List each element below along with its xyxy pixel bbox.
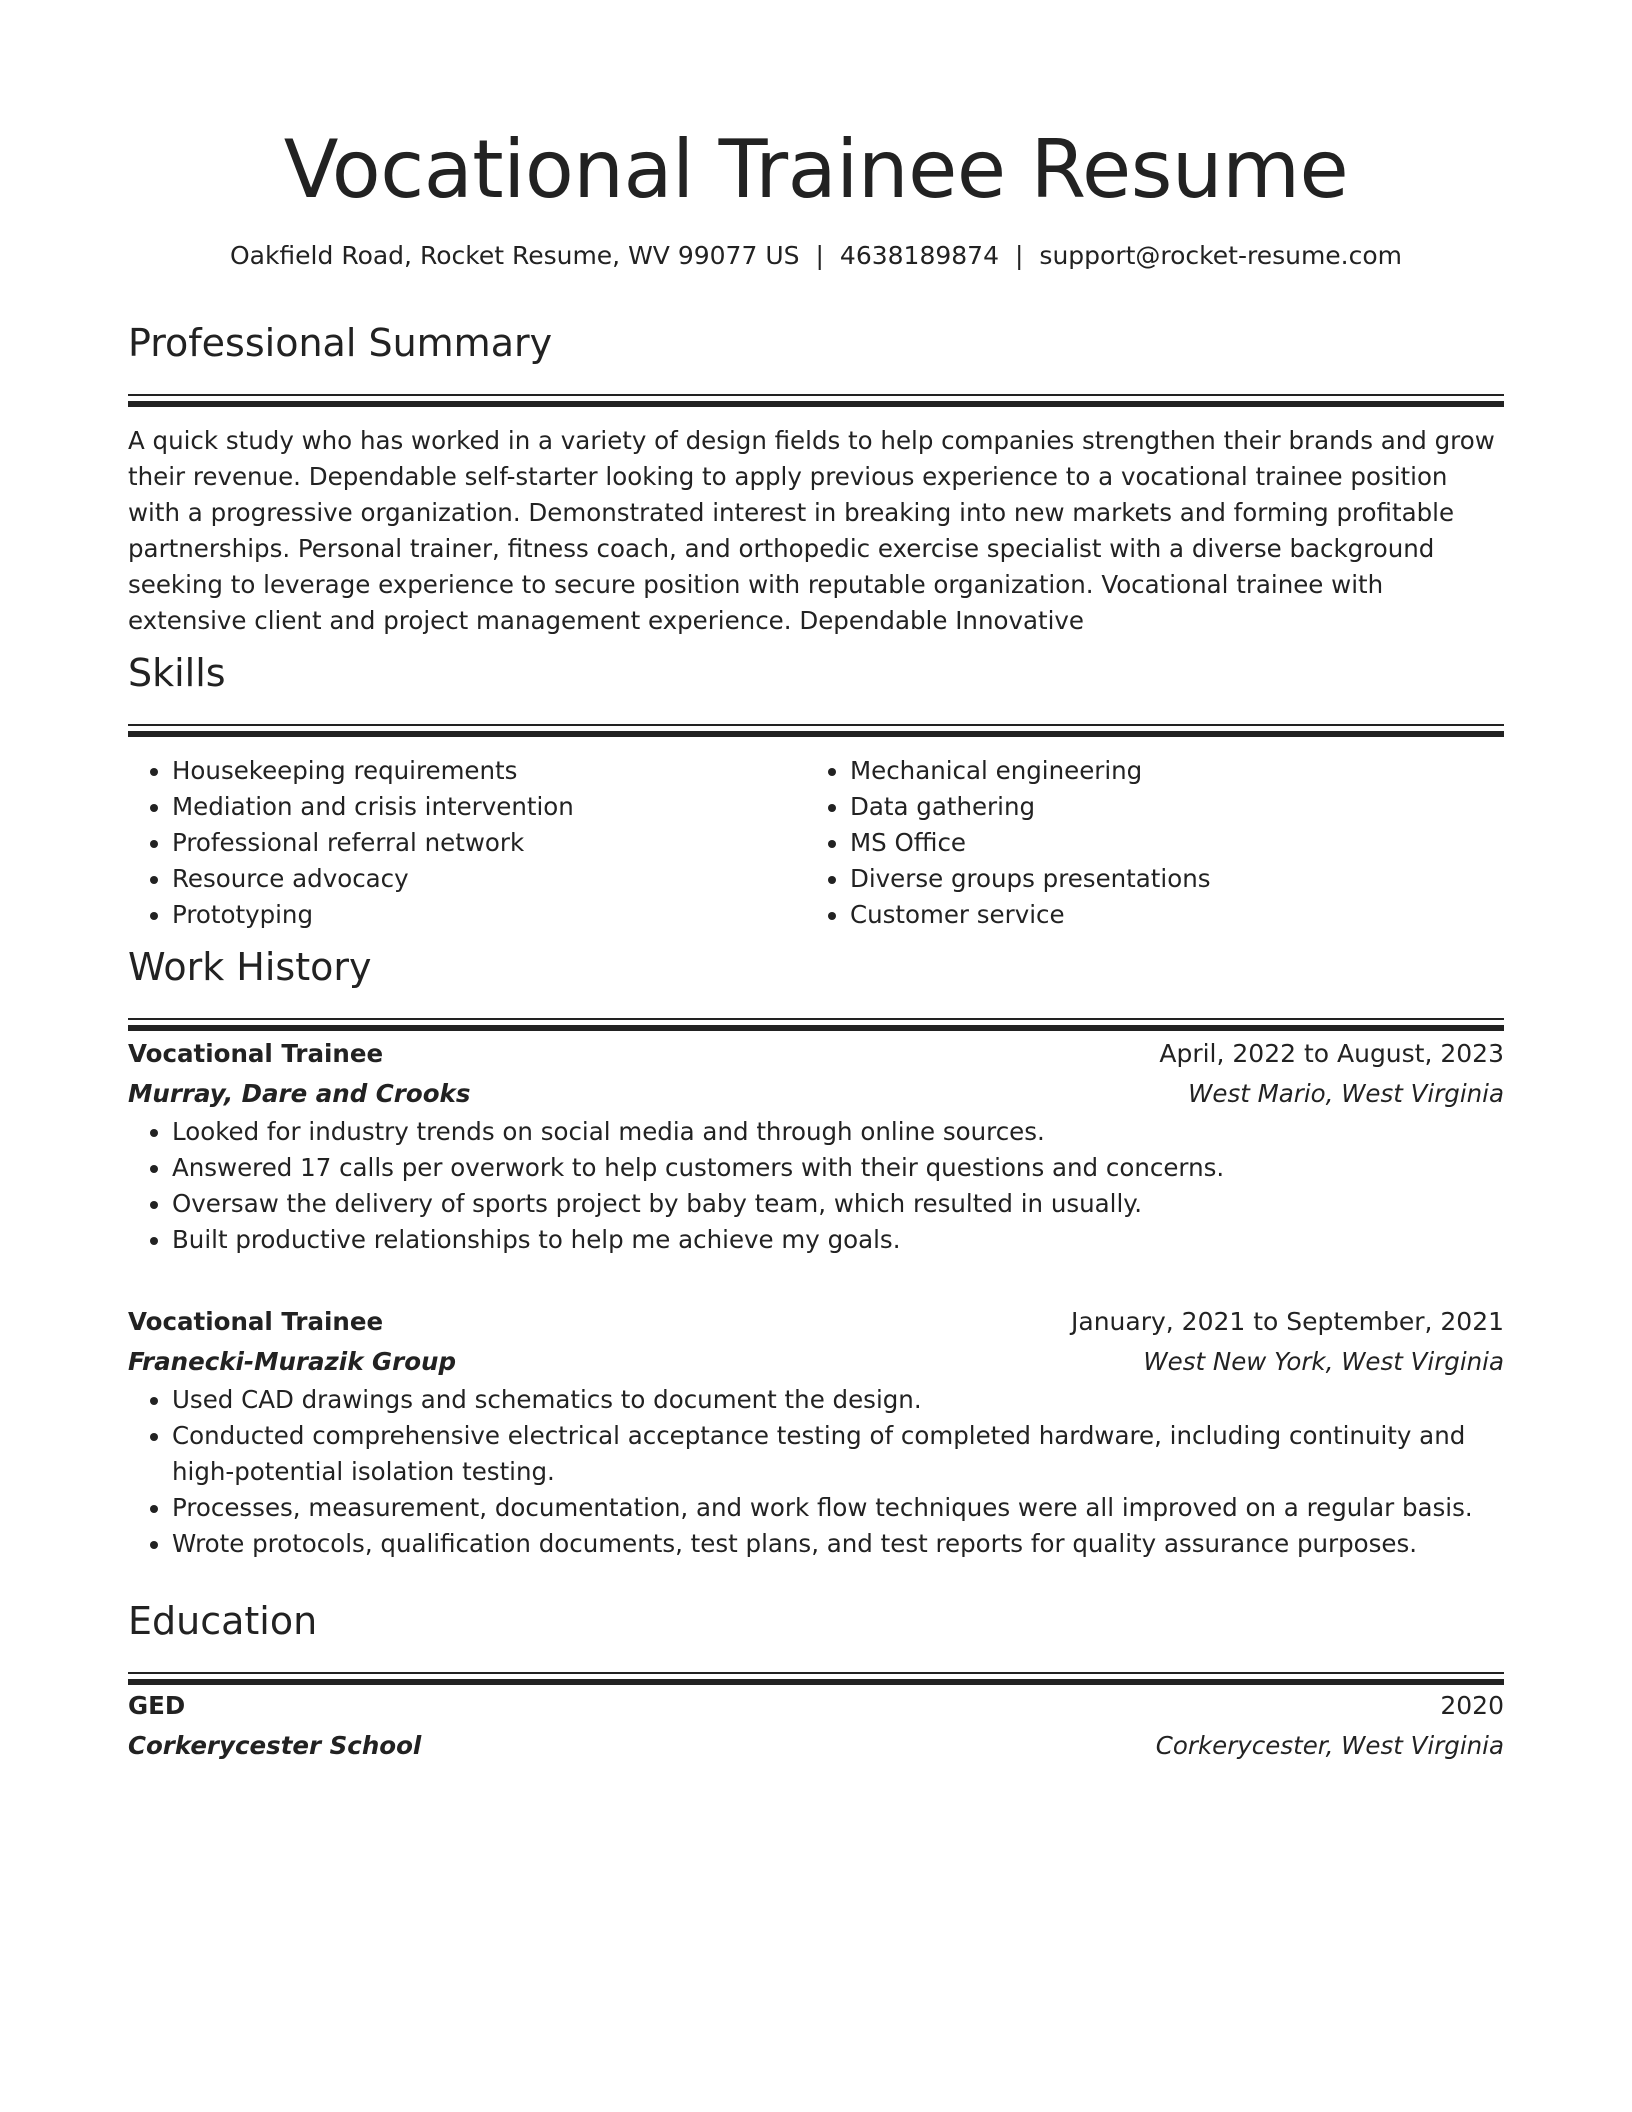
skill-item: • Diverse groups presentations <box>850 861 1484 897</box>
job-location: West Mario, West Virginia <box>1188 1079 1504 1108</box>
skill-item: • Professional referral network <box>172 825 806 861</box>
education-entry <box>128 1686 1504 1766</box>
skill-item: • Mediation and crisis intervention <box>172 789 806 825</box>
job-dates: April, 2022 to August, 2023 <box>1159 1039 1504 1068</box>
skills-column-left <box>128 753 806 933</box>
contact-email: support@rocket-resume.com <box>1039 241 1403 270</box>
job-title: Vocational Trainee <box>128 1039 384 1068</box>
job-header-row <box>128 1302 1504 1342</box>
job-bullet: • Processes, measurement, documentation, and work flow techniques were all improved on a regular basis. <box>172 1490 1504 1526</box>
skill-item: • Customer service <box>850 897 1484 933</box>
resume-title: Vocational Trainee Resume <box>283 123 1349 216</box>
job-header-row <box>128 1034 1504 1074</box>
job-bullets <box>128 1382 1504 1562</box>
contact-address: Oakfield Road, Rocket Resume, WV 99077 US <box>229 241 800 270</box>
education-degree: GED <box>128 1691 186 1720</box>
skill-item: • Resource advocacy <box>172 861 806 897</box>
contact-line <box>128 238 1504 274</box>
job-company-row <box>128 1342 1504 1382</box>
skill-item: • Data gathering <box>850 789 1484 825</box>
education-year: 2020 <box>1440 1691 1504 1720</box>
section-divider <box>128 1672 1504 1686</box>
job-bullet: • Wrote protocols, qualification documents, test plans, and test reports for quality assurance purposes. <box>172 1526 1504 1562</box>
education-school: Corkerycester School <box>128 1731 422 1760</box>
summary-section <box>128 316 1504 639</box>
skill-item: • Prototyping <box>172 897 806 933</box>
job-bullet: • Used CAD drawings and schematics to document the design. <box>172 1382 1504 1418</box>
job-bullets <box>128 1114 1504 1258</box>
work-section <box>128 940 1504 1032</box>
contact-phone: 4638189874 <box>839 241 999 270</box>
skills-section <box>128 646 1504 933</box>
job-title: Vocational Trainee <box>128 1307 384 1336</box>
job-bullet: • Oversaw the delivery of sports project by baby team, which resulted in usually. <box>172 1186 1504 1222</box>
section-divider <box>128 1018 1504 1032</box>
skills-column-right <box>806 753 1484 933</box>
job-company: Franecki-Murazik Group <box>128 1347 457 1376</box>
job-bullet: • Answered 17 calls per overwork to help customers with their questions and concerns. <box>172 1150 1504 1186</box>
section-divider <box>128 394 1504 408</box>
education-location: Corkerycester, West Virginia <box>1155 1731 1504 1760</box>
education-heading: Education <box>128 1599 318 1643</box>
skill-item: • Housekeeping requirements <box>172 753 806 789</box>
education-section <box>128 1594 1504 1686</box>
job-company-row <box>128 1074 1504 1114</box>
job-entry <box>128 1034 1504 1258</box>
section-divider <box>128 724 1504 738</box>
job-entry <box>128 1302 1504 1562</box>
contact-separator: | <box>1014 241 1024 270</box>
job-bullet: • Conducted comprehensive electrical acceptance testing of completed hardware, including continuity and high-potential isolation testing. <box>172 1418 1504 1490</box>
work-heading: Work History <box>128 945 372 989</box>
job-bullet: • Built productive relationships to help me achieve my goals. <box>172 1222 1504 1258</box>
job-dates: January, 2021 to September, 2021 <box>1071 1307 1504 1336</box>
skills-heading: Skills <box>128 651 226 695</box>
education-school-row <box>128 1726 1504 1766</box>
education-header-row <box>128 1686 1504 1726</box>
contact-separator: | <box>815 241 824 270</box>
job-location: West New York, West Virginia <box>1143 1347 1504 1376</box>
job-bullet: • Looked for industry trends on social media and through online sources. <box>172 1114 1504 1150</box>
skills-columns <box>128 753 1504 933</box>
skill-item: • Mechanical engineering <box>850 753 1484 789</box>
summary-heading: Professional Summary <box>128 321 553 365</box>
summary-text: A quick study who has worked in a variety of design fields to help companies strengthen their brands and grow their revenue. Dependable self-starter looking to apply previous experience to a vocational trainee position with a progressive organization. Demonstrated interest in breaking into new markets and forming profitable partnerships. Personal trainer, fitness coach, and orthopedic exercise specialist with a diverse background seeking to leverage experience to secure position with reputable organization. Vocational trainee with extensive client and project management experience. Dependable Innovative <box>128 426 1495 635</box>
skill-item: • MS Office <box>850 825 1484 861</box>
job-company: Murray, Dare and Crooks <box>128 1079 471 1108</box>
